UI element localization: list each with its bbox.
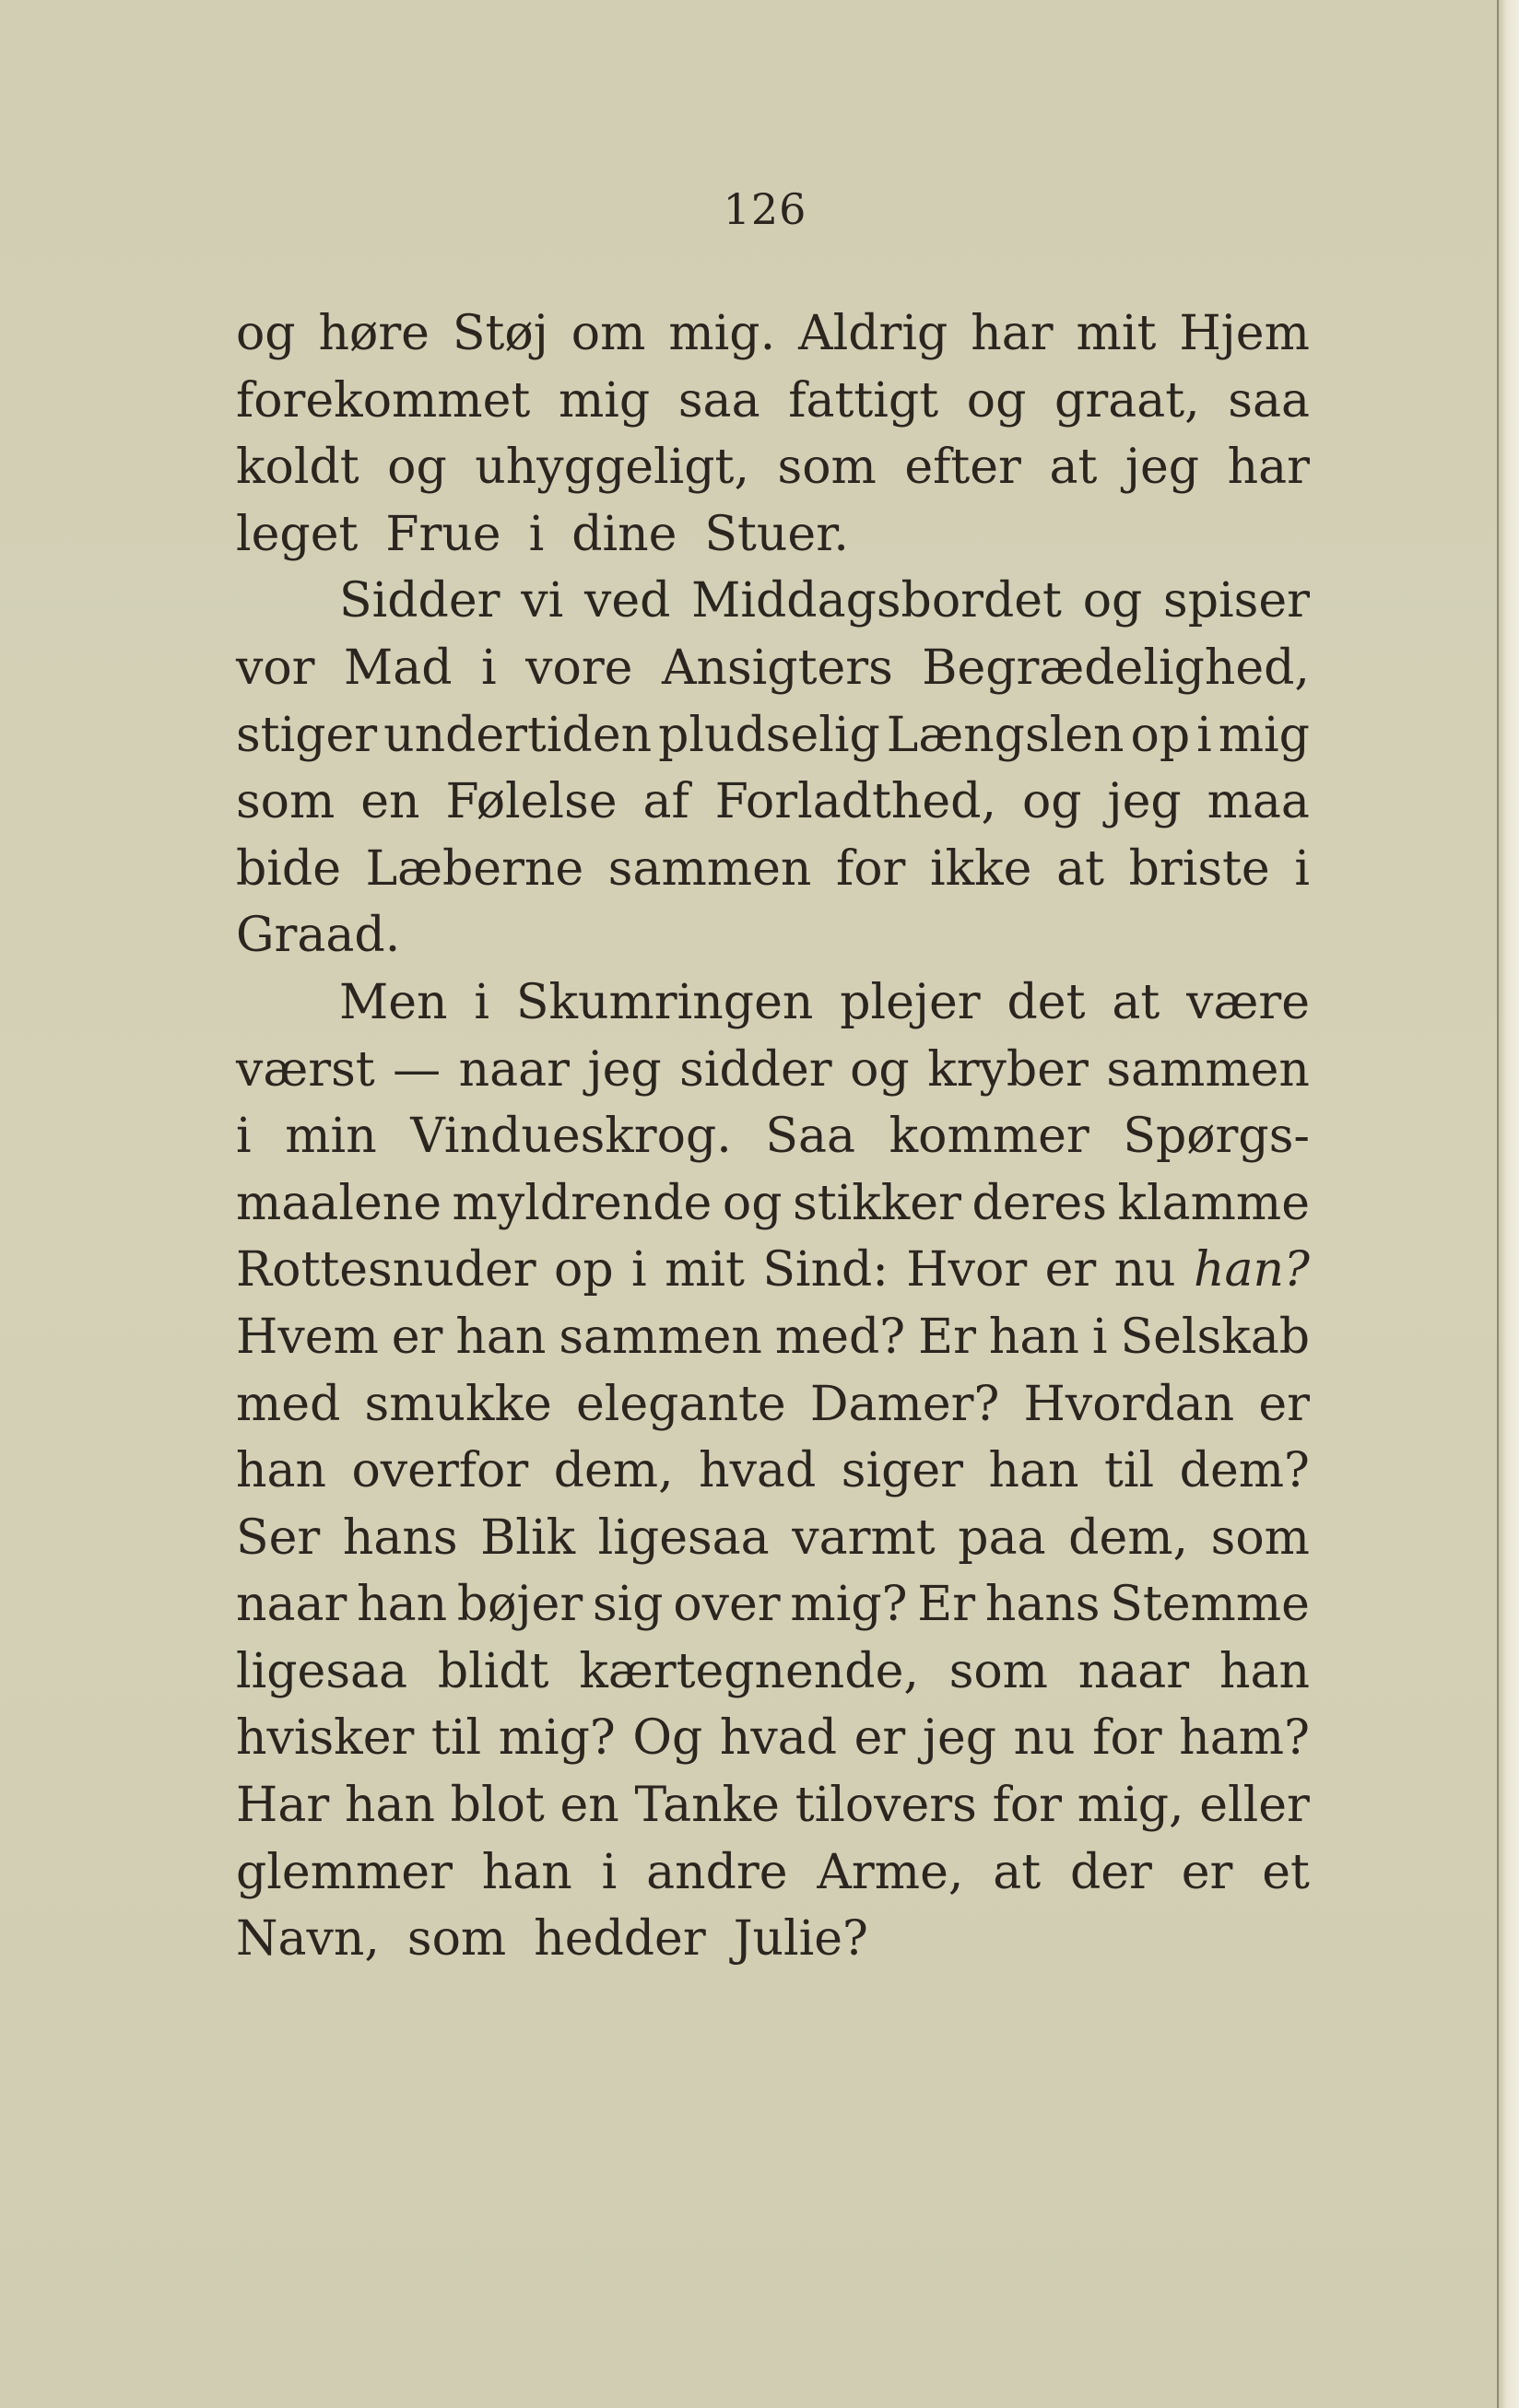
word: at xyxy=(1056,840,1104,897)
word: Stuer. xyxy=(704,506,849,562)
word: i xyxy=(528,506,545,562)
word: for xyxy=(835,840,906,897)
word: mig? xyxy=(498,1710,616,1767)
word: Graad. xyxy=(236,908,401,964)
word: Og xyxy=(632,1710,703,1767)
word: sig xyxy=(592,1577,664,1633)
word: han xyxy=(481,1844,572,1900)
word: Hvordan xyxy=(1023,1376,1235,1432)
word: Spørgs- xyxy=(1123,1109,1310,1165)
word: mig xyxy=(558,372,651,429)
word: med? xyxy=(774,1309,906,1365)
text-line xyxy=(236,1438,1310,1505)
word: som xyxy=(406,1911,507,1968)
word: op xyxy=(1130,707,1191,763)
word: hans xyxy=(342,1509,458,1566)
word: har xyxy=(971,306,1054,361)
word: glemmer xyxy=(236,1844,453,1900)
text-line xyxy=(236,769,1310,836)
word: hvisker xyxy=(236,1710,415,1767)
word: en xyxy=(360,774,420,830)
word: Begrædelighed, xyxy=(922,640,1310,696)
word: dine xyxy=(571,506,677,562)
word: og xyxy=(966,372,1027,429)
word: mit xyxy=(1076,306,1157,361)
word: til xyxy=(430,1710,482,1767)
word: at xyxy=(1112,974,1160,1030)
text-line xyxy=(236,635,1310,702)
word: mig. xyxy=(668,306,776,361)
word: min xyxy=(285,1109,377,1165)
word: Støj xyxy=(452,306,548,361)
word: nu xyxy=(1013,1710,1076,1767)
text-line xyxy=(236,1170,1310,1238)
word: for xyxy=(992,1778,1063,1834)
word: Hvem xyxy=(236,1309,379,1365)
text-line xyxy=(236,969,1310,1037)
word: vore xyxy=(525,640,633,696)
text-line xyxy=(236,902,1310,969)
word: naar xyxy=(236,1577,347,1633)
word: og xyxy=(1021,774,1082,830)
word: op xyxy=(554,1242,614,1298)
word: vor xyxy=(236,640,315,696)
word: dem, xyxy=(1068,1509,1189,1566)
word: maalene xyxy=(236,1175,442,1231)
word: Rottesnuder xyxy=(236,1242,536,1298)
word: kommer xyxy=(889,1109,1089,1165)
word: ikke xyxy=(930,840,1032,897)
word: overfor xyxy=(351,1443,529,1499)
word: kærtegnende, xyxy=(579,1643,919,1699)
word: koldt xyxy=(236,440,359,496)
word: i xyxy=(601,1844,618,1900)
word: efter xyxy=(904,440,1021,496)
word: i xyxy=(1091,1309,1108,1365)
word: hvad xyxy=(719,1710,838,1767)
word: han xyxy=(988,1309,1079,1365)
text-line xyxy=(236,1639,1310,1706)
word: Mad xyxy=(344,640,453,696)
text-line xyxy=(236,1839,1310,1907)
word: det xyxy=(1007,974,1086,1030)
word: jeg xyxy=(1125,440,1200,496)
word: Damer? xyxy=(809,1376,1000,1432)
word: hans xyxy=(984,1577,1101,1633)
word: hvad xyxy=(699,1443,817,1499)
word: varmt xyxy=(792,1509,936,1566)
word: sidder xyxy=(679,1041,832,1098)
page-number: 126 xyxy=(723,184,807,234)
word: han xyxy=(455,1309,547,1365)
word: i xyxy=(236,1109,252,1165)
word: andre xyxy=(646,1844,788,1900)
word: i xyxy=(1196,707,1212,763)
word: er xyxy=(1044,1242,1097,1298)
word: dem? xyxy=(1179,1443,1310,1499)
word: og xyxy=(1082,573,1143,629)
word: Ansigters xyxy=(661,640,893,696)
word: mit xyxy=(665,1242,745,1298)
text-line xyxy=(236,300,1310,368)
text-line xyxy=(236,501,1310,569)
word: for xyxy=(1092,1710,1162,1767)
word: blidt xyxy=(437,1643,549,1699)
word: Er xyxy=(917,1577,976,1633)
word: Skumringen xyxy=(515,974,814,1030)
word: sammen xyxy=(607,840,812,897)
word: hedder xyxy=(534,1911,706,1968)
word: klamme xyxy=(1117,1175,1310,1231)
word: mig, xyxy=(1077,1778,1184,1834)
word: med xyxy=(236,1376,341,1432)
word: er xyxy=(854,1710,906,1767)
word: forekommet xyxy=(236,372,531,429)
word: nu xyxy=(1113,1242,1176,1298)
word: jeg xyxy=(587,1041,662,1098)
word: til xyxy=(1104,1443,1155,1499)
word: dem, xyxy=(553,1443,674,1499)
text-line xyxy=(236,568,1310,635)
word: sammen xyxy=(559,1309,762,1365)
word: graat, xyxy=(1054,372,1200,429)
word: han xyxy=(988,1443,1079,1499)
word: deres xyxy=(971,1175,1107,1231)
word: Læberne xyxy=(365,840,584,897)
page-edge xyxy=(1497,0,1519,2408)
word: plejer xyxy=(840,974,981,1030)
word: Hjem xyxy=(1179,306,1310,361)
word: bide xyxy=(236,840,341,897)
word: i xyxy=(631,1242,647,1298)
word: saa xyxy=(677,372,760,429)
word: paa xyxy=(958,1509,1046,1566)
text-line xyxy=(236,368,1310,435)
word: siger xyxy=(841,1443,964,1499)
text-line xyxy=(236,1571,1310,1639)
word: Forladthed, xyxy=(714,774,996,830)
word: mig? xyxy=(790,1577,908,1633)
word: Aldrig xyxy=(798,306,948,361)
text-line xyxy=(236,1237,1310,1304)
word: leget xyxy=(236,506,359,562)
word: vi xyxy=(521,573,564,629)
word: mig xyxy=(1218,707,1310,763)
word: Længslen xyxy=(886,707,1125,763)
word: Middagsbordet xyxy=(691,573,1062,629)
word: jeg xyxy=(1107,774,1182,830)
word: Sidder xyxy=(339,573,500,629)
word: smukke xyxy=(364,1376,552,1432)
text-line xyxy=(236,1505,1310,1572)
text-line xyxy=(236,702,1310,769)
word: som xyxy=(948,1643,1048,1699)
word: maa xyxy=(1207,774,1310,830)
word: over xyxy=(673,1577,781,1633)
word: som xyxy=(1210,1509,1310,1566)
text-line xyxy=(236,1304,1310,1371)
word: briste xyxy=(1128,840,1270,897)
word: sammen xyxy=(1106,1041,1310,1098)
word: ligesaa xyxy=(597,1509,770,1566)
text-line xyxy=(236,1772,1310,1839)
word: Frue xyxy=(385,506,501,562)
word: om xyxy=(571,306,646,361)
word: og xyxy=(387,440,447,496)
text-line xyxy=(236,1037,1310,1104)
word: Har xyxy=(236,1778,330,1834)
word: elegante xyxy=(576,1376,786,1432)
word: i xyxy=(1294,840,1310,897)
text-line xyxy=(236,434,1310,501)
word: Er xyxy=(918,1309,976,1365)
word: i xyxy=(481,640,497,696)
word: er xyxy=(391,1309,443,1365)
word: der xyxy=(1070,1844,1152,1900)
word: Ser xyxy=(236,1509,321,1566)
word: han xyxy=(344,1778,435,1834)
word: Selskab xyxy=(1120,1309,1310,1365)
word: Saa xyxy=(765,1109,856,1165)
word: myldrende xyxy=(452,1175,712,1231)
word: og xyxy=(850,1041,910,1098)
word: Vindueskrog. xyxy=(410,1109,732,1165)
word: undertiden xyxy=(383,707,653,763)
word: pludselig xyxy=(658,707,880,763)
word: Tanke xyxy=(634,1778,780,1834)
word: Sind: xyxy=(762,1242,889,1298)
word: i xyxy=(474,974,490,1030)
word: kryber xyxy=(927,1041,1089,1098)
text-line xyxy=(236,1371,1310,1439)
word: er xyxy=(1258,1376,1310,1432)
word: er xyxy=(1181,1844,1233,1900)
word: være xyxy=(1186,974,1310,1030)
word: naar xyxy=(1077,1643,1190,1699)
word: han? xyxy=(1194,1242,1310,1298)
word: saa xyxy=(1228,372,1310,429)
word: Men xyxy=(339,974,448,1030)
word: ved xyxy=(583,573,671,629)
word: at xyxy=(1049,440,1098,496)
word: ham? xyxy=(1179,1710,1310,1767)
word: tilovers xyxy=(795,1778,977,1834)
word: bøjer xyxy=(456,1577,583,1633)
word: at xyxy=(993,1844,1042,1900)
word: Blik xyxy=(480,1509,576,1566)
word: jeg xyxy=(922,1710,997,1767)
word: spiser xyxy=(1163,573,1310,629)
text-line xyxy=(236,836,1310,903)
word: Følelse xyxy=(445,774,618,830)
word: værst xyxy=(236,1041,375,1098)
word: fattigt xyxy=(788,372,939,429)
text-line xyxy=(236,1906,1310,1973)
word: høre xyxy=(318,306,430,361)
word: naar xyxy=(458,1041,570,1098)
word: Hvor xyxy=(906,1242,1028,1298)
word: Arme, xyxy=(817,1844,964,1900)
body-text xyxy=(236,300,1310,1973)
word: en xyxy=(559,1778,619,1834)
word: han xyxy=(236,1443,326,1499)
word: stiger xyxy=(236,707,378,763)
word: Navn, xyxy=(236,1911,380,1968)
word: ligesaa xyxy=(236,1643,408,1699)
word: uhyggeligt, xyxy=(475,440,749,496)
word: han xyxy=(1219,1643,1310,1699)
word: et xyxy=(1262,1844,1310,1900)
word: blot xyxy=(450,1778,545,1834)
word: og xyxy=(722,1175,783,1231)
word: som xyxy=(236,774,336,830)
text-line xyxy=(236,1103,1310,1170)
text-line xyxy=(236,1705,1310,1772)
word: som xyxy=(777,440,877,496)
word: har xyxy=(1227,440,1310,496)
word: Stemme xyxy=(1110,1577,1310,1633)
word: af xyxy=(642,774,689,830)
word: stikker xyxy=(793,1175,961,1231)
word: og xyxy=(236,306,296,361)
word: — xyxy=(393,1041,442,1098)
word: han xyxy=(357,1577,448,1633)
word: Julie? xyxy=(733,1911,868,1968)
word: eller xyxy=(1199,1778,1310,1834)
